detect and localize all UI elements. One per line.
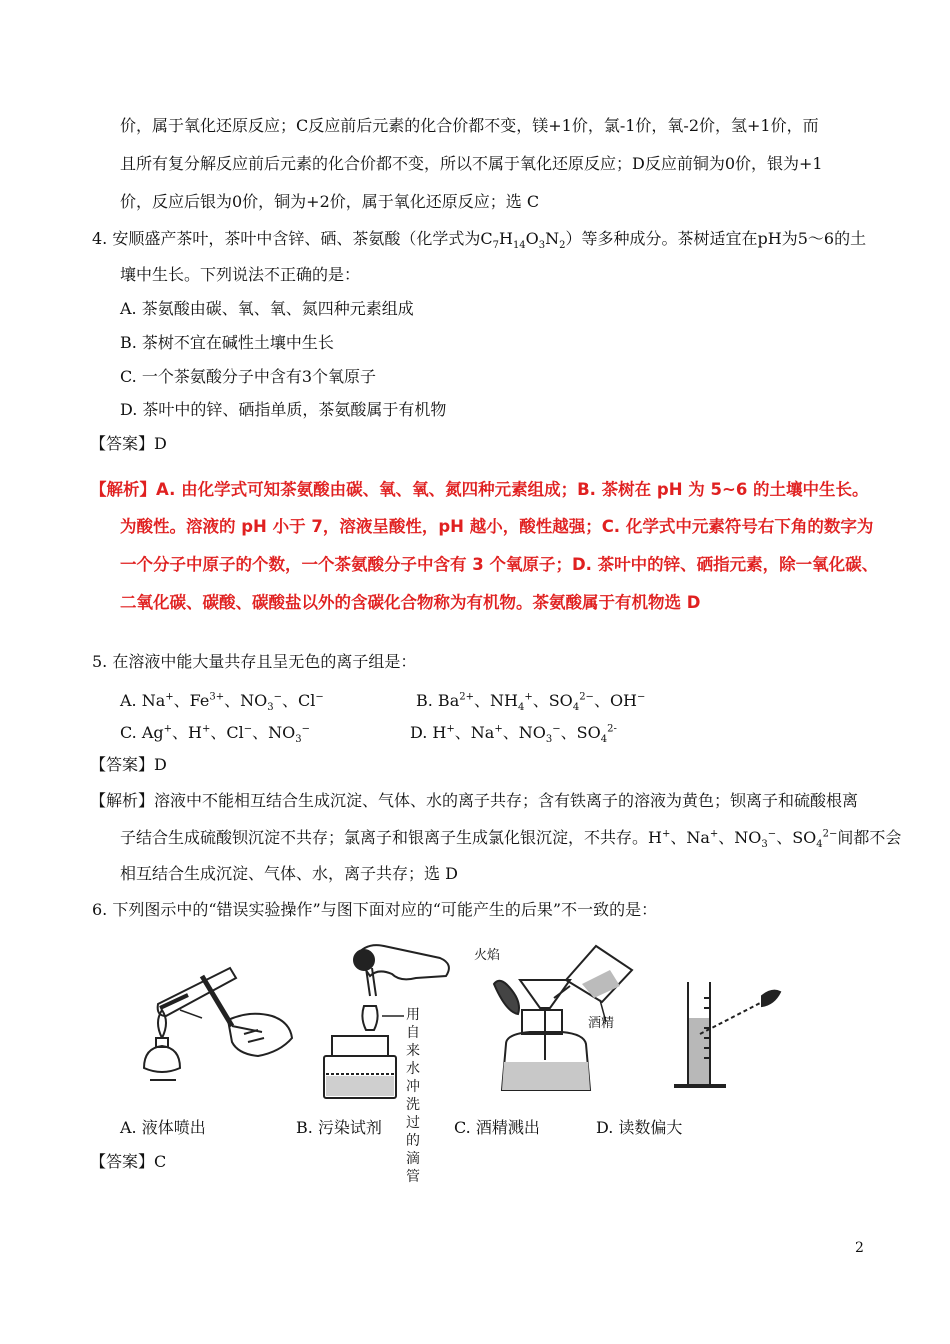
- q4-option-a: A. 茶氨酸由碳、氧、氧、氮四种元素组成: [120, 299, 414, 318]
- q4-option-c: C. 一个茶氨酸分子中含有3个氧原子: [120, 367, 377, 386]
- q6-stem: 6. 下列图示中的“错误实验操作”与图下面对应的“可能产生的后果”不一致的是：: [92, 900, 658, 919]
- figure-a-heating-test-tube: [140, 960, 305, 1095]
- q4-stem-line-2: 壤中生长。下列说法不正确的是：: [120, 265, 361, 284]
- figure-c-flame-label: 火焰: [474, 948, 501, 963]
- q6-option-b: B. 污染试剂: [296, 1118, 382, 1137]
- figure-c-alcohol-lamp: [470, 940, 640, 1100]
- q5-analysis-line-1: 【解析】溶液中不能相互结合生成沉淀、气体、水的离子共存；含有铁离子的溶液为黄色；钡离子和硫酸根离: [90, 791, 859, 810]
- prev-explanation-line-3: 价，反应后银为0价，铜为+2价，属于氧化还原反应；选 C: [120, 192, 540, 211]
- q4-option-b: B. 茶树不宜在碱性土壤中生长: [120, 333, 334, 352]
- prev-explanation-line-2: 且所有复分解反应前后元素的化合价都不变，所以不属于氧化还原反应；D反应前铜为0价，银为+1: [120, 154, 823, 173]
- q5-stem: 5. 在溶液中能大量共存且呈无色的离子组是：: [92, 652, 417, 671]
- q4-analysis-line-4: 二氧化碳、碳酸、碳酸盐以外的含碳化合物称为有机物。茶氨酸属于有机物选 D: [120, 593, 701, 612]
- prev-explanation-line-1: 价，属于氧化还原反应；C反应前后元素的化合价都不变，镁+1价，氯-1价，氧-2价，氢+1价，而: [120, 116, 819, 135]
- q5-option-a: A. Na+、$Fe^{3+}$、$NO_3^-$、Cl−: [120, 691, 324, 714]
- q5-option-d: D. H+、Na+、$NO_3^-$、$SO_4^{2-}$: [410, 723, 617, 746]
- q4-answer: 【答案】D: [90, 434, 167, 453]
- q5-analysis-line-2: 子结合生成硫酸钡沉淀不共存；氯离子和银离子生成氯化银沉淀，不共存。H+、Na+、$NO_3^-$、$SO_4^{2-}$间都不会: [120, 828, 902, 851]
- q6-answer: 【答案】C: [90, 1152, 167, 1171]
- q4-stem: 4. 安顺盛产茶叶，茶叶中含锌、硒、茶氨酸（化学式为$C_7H_{14}O_3N_2$）等多种成分。茶树适宜在pH为5～6的土: [92, 229, 867, 252]
- q6-option-c: C. 酒精溅出: [454, 1118, 540, 1137]
- page-number: 2: [855, 1240, 864, 1256]
- figure-b-dropper-bottle: [320, 938, 470, 1103]
- figure-d-graduated-cylinder: [670, 978, 790, 1098]
- q5-option-c: C. Ag+、H+、Cl−、$NO_3^-$: [120, 723, 311, 746]
- q5-option-b: B. $Ba^{2+}$、$NH_4^+$、$SO_4^{2-}$、OH−: [416, 691, 646, 714]
- q4-analysis-line-2: 为酸性。溶液的 pH 小于 7，溶液呈酸性，pH 越小，酸性越强；C. 化学式中元素符号右下角的数字为: [120, 517, 874, 536]
- q4-option-d: D. 茶叶中的锌、硒指单质，茶氨酸属于有机物: [120, 400, 447, 419]
- q6-option-a: A. 液体喷出: [120, 1118, 206, 1137]
- q4-analysis-line-1: 【解析】A. 由化学式可知茶氨酸由碳、氧、氧、氮四种元素组成；B. 茶树在 pH 为 5~6 的土壤中生长。: [90, 480, 869, 499]
- figure-b-label: 用自 来水 冲洗 过的 滴管: [406, 1007, 420, 1185]
- figure-c-alcohol-label: 酒精: [588, 1016, 615, 1031]
- q4-analysis-line-3: 一个分子中原子的个数，一个茶氨酸分子中含有 3 个氧原子；D. 茶叶中的锌、硒指元素，除一氧化碳、: [120, 555, 879, 574]
- q6-option-d: D. 读数偏大: [596, 1118, 683, 1137]
- q5-analysis-line-3: 相互结合生成沉淀、气体、水，离子共存；选 D: [120, 864, 458, 883]
- q5-answer: 【答案】D: [90, 755, 167, 774]
